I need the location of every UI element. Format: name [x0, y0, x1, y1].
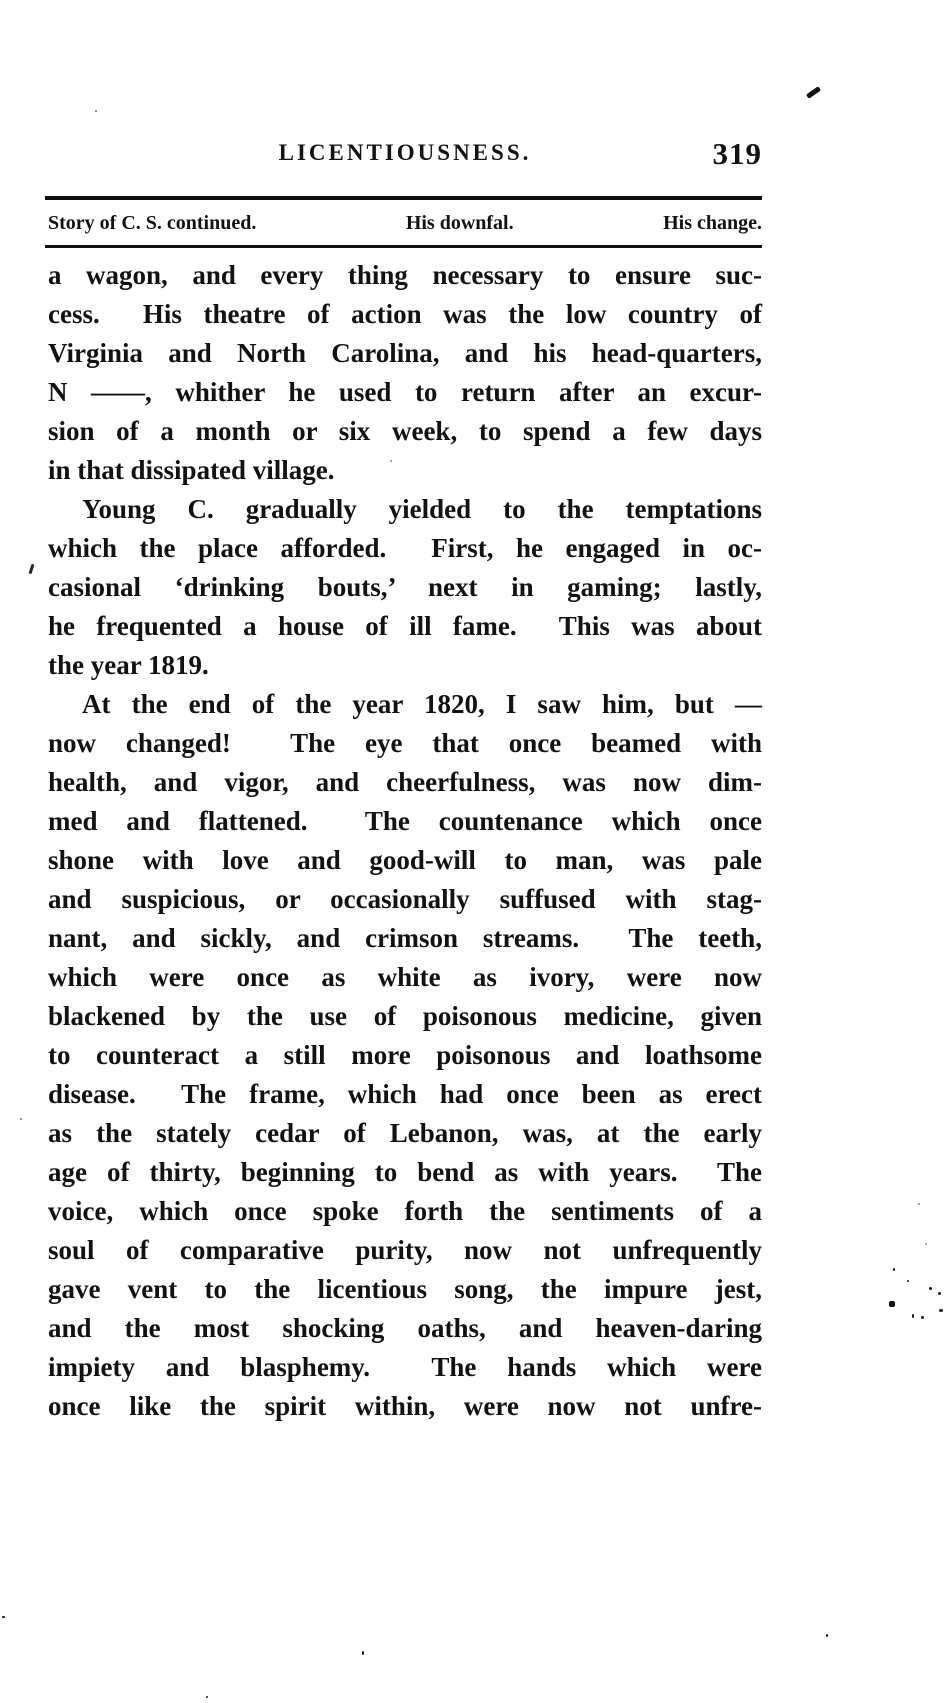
text-line: a wagon, and every thing necessary to ensure suc- — [48, 260, 762, 290]
scan-speck — [925, 1243, 927, 1245]
text-line: Young C. gradually yielded to the temptations — [82, 494, 762, 524]
scan-speck — [95, 110, 97, 112]
scan-speck — [20, 1118, 22, 1120]
text-line: Virginia and North Carolina, and his head-quarters, — [48, 338, 762, 368]
text-line: the year 1819. — [48, 650, 209, 680]
column-head-center: His downfal. — [405, 212, 514, 234]
text-line: as the stately cedar of Lebanon, was, at the early — [48, 1118, 762, 1148]
text-line: health, and vigor, and cheerfulness, was now dim- — [48, 767, 762, 797]
text-line: once like the spirit within, were now not unfre- — [48, 1391, 762, 1421]
scan-speck — [921, 1316, 924, 1319]
header-rule-bottom — [45, 245, 762, 248]
column-head-right: His change. — [663, 212, 762, 234]
scan-slash-artifact — [806, 86, 821, 99]
text-line: disease. The frame, which had once been as erect — [48, 1079, 762, 1109]
text-line: now changed! The eye that once beamed with — [48, 728, 762, 758]
text-line: and the most shocking oaths, and heaven-daring — [48, 1313, 762, 1343]
scan-speck — [390, 460, 392, 462]
text-line: soul of comparative purity, now not unfrequently — [48, 1235, 762, 1265]
column-headings — [48, 212, 762, 235]
page-title: LICENTIOUSNESS. — [278, 140, 532, 165]
scan-speck — [362, 1651, 364, 1655]
text-line: gave vent to the licentious song, the impure jest, — [48, 1274, 762, 1304]
body-text — [48, 256, 762, 1426]
text-line: casional ‘drinking bouts,’ next in gaming; lastly, — [48, 572, 762, 602]
scan-speck — [2, 1616, 5, 1618]
header-rule-top — [45, 196, 762, 200]
text-line: and suspicious, or occasionally suffused with stag- — [48, 884, 762, 914]
scan-tick-artifact — [29, 564, 35, 574]
text-line: nant, and sickly, and crimson streams. The teeth, — [48, 923, 762, 953]
text-line: impiety and blasphemy. The hands which were — [48, 1352, 762, 1382]
scan-speck — [939, 1309, 943, 1312]
text-line: age of thirty, beginning to bend as with years. The — [48, 1157, 762, 1187]
page-number: 319 — [712, 136, 762, 171]
scan-speck — [889, 1301, 895, 1307]
text-line: N ——, whither he used to return after an excur- — [48, 377, 762, 407]
scan-speck — [929, 1287, 932, 1290]
text-line: blackened by the use of poisonous medicine, given — [48, 1001, 762, 1031]
running-head — [48, 136, 762, 176]
scan-speck — [938, 1292, 941, 1295]
text-line: in that dissipated village. — [48, 455, 335, 485]
text-line: voice, which once spoke forth the sentiments of a — [48, 1196, 762, 1226]
scan-speck — [912, 1314, 914, 1318]
scan-speck — [206, 1696, 208, 1698]
text-line: which were once as white as ivory, were now — [48, 962, 762, 992]
text-line: to counteract a still more poisonous and loathsome — [48, 1040, 762, 1070]
scan-speck — [826, 1634, 828, 1637]
text-line: At the end of the year 1820, I saw him, but — — [82, 689, 762, 719]
text-line: he frequented a house of ill fame. This was about — [48, 611, 762, 641]
scan-speck — [907, 1280, 909, 1282]
text-line: shone with love and good-will to man, was pale — [48, 845, 762, 875]
scan-speck — [918, 1203, 920, 1205]
text-line: cess. His theatre of action was the low country of — [48, 299, 762, 329]
scan-speck — [893, 1268, 895, 1271]
text-line: which the place afforded. First, he engaged in oc- — [48, 533, 762, 563]
column-head-left: Story of C. S. continued. — [48, 212, 257, 234]
text-line: med and flattened. The countenance which once — [48, 806, 762, 836]
text-line: sion of a month or six week, to spend a few days — [48, 416, 762, 446]
